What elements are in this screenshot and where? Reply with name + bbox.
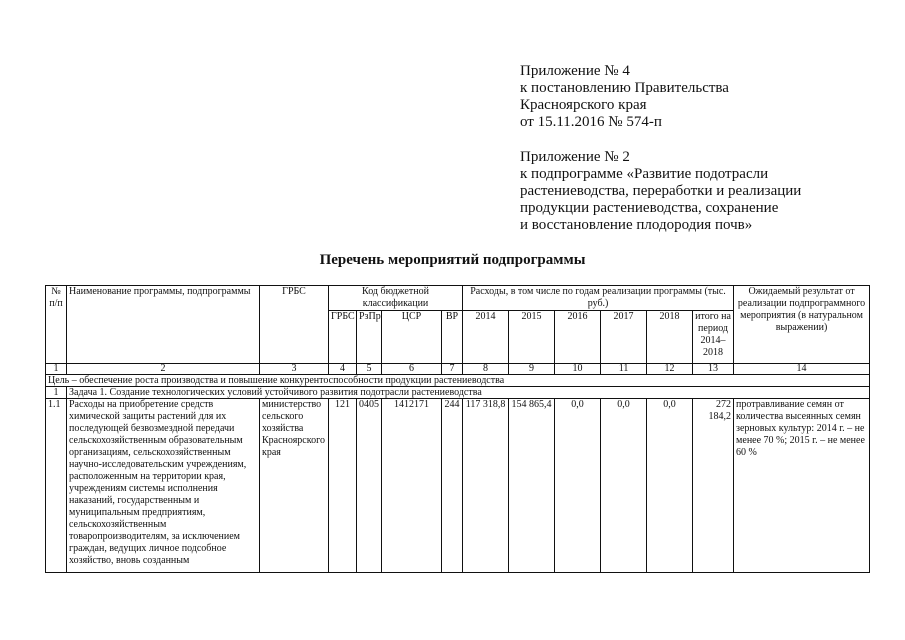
appendix-2-line: и восстановление плодородия почв» (520, 217, 753, 233)
column-number: 3 (260, 364, 329, 375)
row-2018: 0,0 (647, 399, 693, 573)
column-number: 8 (463, 364, 509, 375)
row-grbs: министерство сельского хозяйства Красноярского края (260, 399, 329, 573)
row-number: 1.1 (46, 399, 67, 573)
appendix-4-line: Приложение № 4 (520, 63, 630, 79)
header-num: № п/п (46, 286, 67, 364)
appendix-4-line: от 15.11.2016 № 574-п (520, 114, 662, 130)
subheader-2018: 2018 (647, 311, 693, 364)
appendix-4-block (520, 63, 729, 131)
column-number: 9 (509, 364, 555, 375)
table-header-row (46, 286, 870, 311)
appendix-4-line: к постановлению Правительства (520, 80, 729, 96)
header-grbs: ГРБС (260, 286, 329, 364)
column-number: 7 (442, 364, 463, 375)
task-text: Задача 1. Создание технологических условий устойчивого развития подотрасли растениеводства (67, 387, 870, 399)
column-number-row (46, 364, 870, 375)
row-result: протравливание семян от количества высеянных семян зерновых культур: 2014 г. – не менее 70 %; 2015 г. – не менее 60 % (734, 399, 870, 573)
subheader-rzpr: РзПр (357, 311, 382, 364)
row-2015: 154 865,4 (509, 399, 555, 573)
appendix-2-line: продукции растениеводства, сохранение (520, 200, 779, 216)
subheader-2017: 2017 (601, 311, 647, 364)
subheader-grbs: ГРБС (329, 311, 357, 364)
column-number: 1 (46, 364, 67, 375)
subheader-csr: ЦСР (382, 311, 442, 364)
row-rzpr: 0405 (357, 399, 382, 573)
column-number: 12 (647, 364, 693, 375)
row-csr: 1412171 (382, 399, 442, 573)
row-vr: 244 (442, 399, 463, 573)
column-number: 11 (601, 364, 647, 375)
column-number: 2 (67, 364, 260, 375)
appendix-2-line: Приложение № 2 (520, 149, 630, 165)
appendix-2-block (520, 149, 801, 234)
column-number: 10 (555, 364, 601, 375)
row-2014: 117 318,8 (463, 399, 509, 573)
task-number: 1 (46, 387, 67, 399)
header-budget-code: Код бюджетной классификации (329, 286, 463, 311)
row-2017: 0,0 (601, 399, 647, 573)
subheader-total: итого на период 2014–2018 (693, 311, 734, 364)
row-name: Расходы на приобретение средств химической защиты растений для их последующей безвозмездной передачи сельскохозяйственным образовательным организациям, сельскохозяйственным научно-исследовательским учреждениям, расположенным на территории края, учреждениям системы исполнения наказаний, государственным и муниципальным предприятиям, сельскохозяйственным товаропроизводителям, за исключением граждан, ведущих личное подсобное хозяйство, вновь созданным (67, 399, 260, 573)
measures-table (45, 285, 870, 573)
row-2016: 0,0 (555, 399, 601, 573)
goal-row (46, 375, 870, 387)
task-row (46, 387, 870, 399)
subheader-2016: 2016 (555, 311, 601, 364)
column-number: 14 (734, 364, 870, 375)
table-row (46, 399, 870, 573)
goal-text: Цель – обеспечение роста производства и повышение конкурентоспособности продукции растениеводства (46, 375, 870, 387)
header-name: Наименование программы, подпрограммы (67, 286, 260, 364)
row-total: 272 184,2 (693, 399, 734, 573)
row-code-grbs: 121 (329, 399, 357, 573)
appendix-2-line: растениеводства, переработки и реализации (520, 183, 802, 199)
subheader-2015: 2015 (509, 311, 555, 364)
appendix-4-line: Красноярского края (520, 97, 647, 113)
column-number: 4 (329, 364, 357, 375)
subheader-vr: ВР (442, 311, 463, 364)
document-title: Перечень мероприятий подпрограммы (319, 252, 586, 268)
header-result: Ожидаемый результат от реализации подпрограммного мероприятия (в натуральном выражении) (734, 286, 870, 364)
appendix-2-line: к подпрограмме «Развитие подотрасли (520, 166, 769, 182)
column-number: 13 (693, 364, 734, 375)
header-expenses: Расходы, в том числе по годам реализации программы (тыс. руб.) (463, 286, 734, 311)
subheader-2014: 2014 (463, 311, 509, 364)
column-number: 5 (357, 364, 382, 375)
column-number: 6 (382, 364, 442, 375)
